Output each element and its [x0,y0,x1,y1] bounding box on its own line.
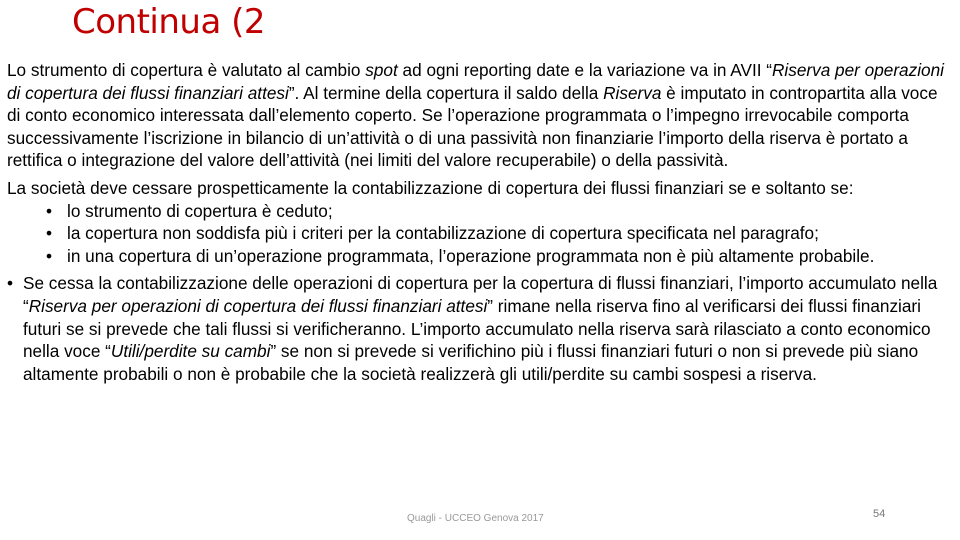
list-item: • lo strumento di copertura è ceduto; [54,200,955,223]
slide-body [7,59,955,385]
slide-title: Continua (2 [72,2,266,42]
text: Lo strumento di copertura è valutato al cambio [7,60,366,80]
paragraph-measurement [7,59,955,172]
condition-list [7,200,955,268]
bulleted-paragraph [7,272,955,385]
text: ”. Al termine della copertura il saldo della [288,82,604,103]
text: ad ogni reporting date e la variazione va in AVII “ [397,60,772,80]
text: ” se non si prevede si verifichino più i flussi finanziari futuri o non si prevede più siano altamente probabili o non è probabile che la società realizzerà gli utili/perdite su cambi sospesi a riserva. [23,341,919,384]
text: ” rimane nella riserva fino al verificarsi dei flussi finanziari futuri se si prevede che tali flussi si verificheranno. L’importo accumulato nella riserva sarà rilasciato a conto economico nella voce “ [23,295,931,362]
emphasis: Riserva [603,82,662,103]
text: è imputato in contropartita alla voce di conto economico interessata dall’elemento coperto. Se l’operazione programmata o l’impegno irrevocabile comporta successivamente l’iscrizione in bilancio di un’attività o di una passività non finanziarie l’importo della riserva è portato a rettifica o integrazione del valore dell’attività (nei limiti del valore recuperabile) o della passività. [7,82,938,171]
text: Se cessa la contabilizzazione delle operazioni di copertura per la copertura di flussi finanziari, l’importo accumulato nella “ [23,273,938,316]
list-item: • la copertura non soddisfa più i criteri per la contabilizzazione di copertura specificata nel paragrafo; [54,222,955,245]
page-number: 54 [873,508,886,520]
emphasis: Riserva per operazioni di copertura dei flussi finanziari attesi [7,60,944,103]
list-item: • in una copertura di un’operazione programmata, l’operazione programmata non è più altamente probabile. [54,245,955,268]
emphasis: Utili/perdite su cambi [110,341,271,362]
bullet-icon: • [7,273,14,294]
emphasis: Riserva per operazioni di copertura dei flussi finanziari attesi [28,295,488,316]
emphasis: spot [365,60,398,80]
paragraph-cessation: La società deve cessare prospetticamente la contabilizzazione di copertura dei flussi finanziari se e soltanto se: [7,177,854,198]
footer-text: Quagli - UCCEO Genova 2017 [407,513,544,524]
